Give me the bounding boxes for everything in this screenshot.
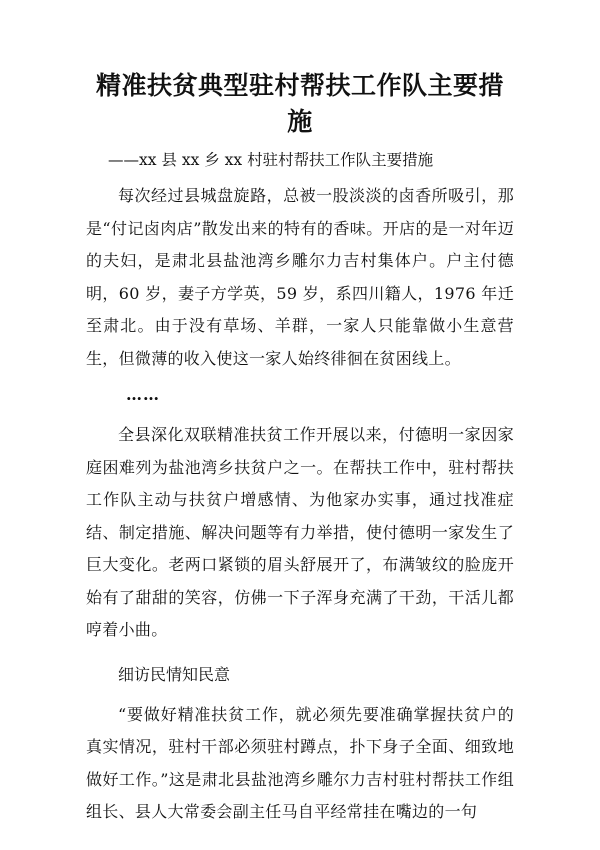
document-subtitle: ——xx 县 xx 乡 xx 村驻村帮扶工作队主要措施 xyxy=(108,151,434,169)
document-title: 精准扶贫典型驻村帮扶工作队主要措施 xyxy=(95,71,504,136)
paragraph-2: 全县深化双联精准扶贫工作开展以来，付德明一家因家庭困难列为盐池湾乡扶贫户之一。在帮扶工作中，驻村帮扶工作队主动与扶贫户增感情、为他家办实事，通过找准症结、制定措施、解决问题等有力举措，使付德明一家发生了巨大变化。老两口紧锁的眉头舒展开了，布满皱纹的脸庞开始有了甜甜的笑容，仿佛一下子浑身充满了干劲，干活儿都哼着小曲。 xyxy=(86,425,514,639)
paragraph-3: “要做好精准扶贫工作，就必须先要准确掌握扶贫户的真实情况，驻村干部必须驻村蹲点，扑下身子全面、细致地做好工作。”这是肃北县盐池湾乡雕尔力吉村驻村帮扶工作组组长、县人大常委会副主任马自平经常挂在嘴边的一句 xyxy=(86,704,514,821)
paragraph-1: 每次经过县城盘旋路，总被一股淡淡的卤香所吸引，那是“付记卤肉店”散发出来的特有的香味。开店的是一对年迈的夫妇，是肃北县盐池湾乡雕尔力吉村集体户。户主付德明，60 岁，妻子方学英，59 岁，系四川籍人，1976 年迁至肃北。由于没有草场、羊群，一家人只能靠做小生意营生，但微薄的收入使这一家人始终徘徊在贫困线上。 xyxy=(86,186,514,368)
ellipsis-separator: …… xyxy=(126,385,160,404)
section-heading: 细访民情知民意 xyxy=(118,664,231,684)
